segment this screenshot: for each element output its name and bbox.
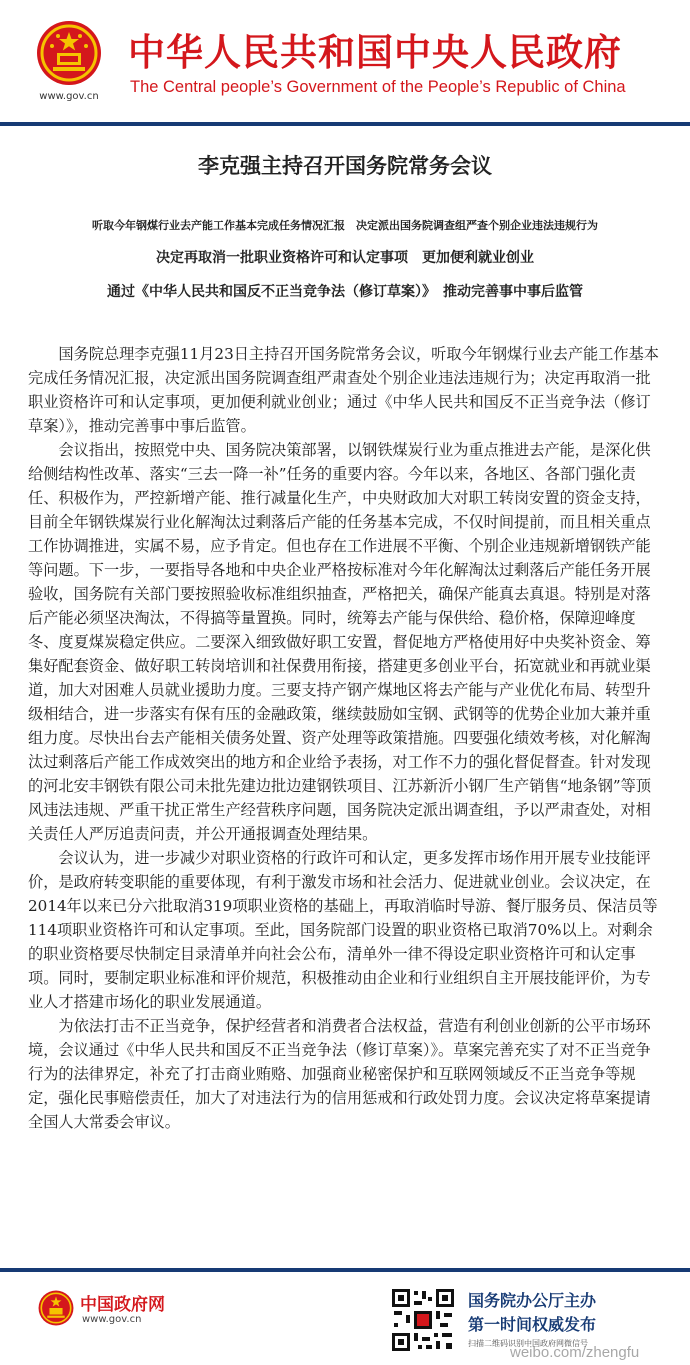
- article-subhead-1: 听取今年钢煤行业去产能工作基本完成任务情况汇报 决定派出国务院调查组严查个别企业违法违规行为: [92, 219, 598, 232]
- site-url: www.gov.cn: [39, 91, 99, 102]
- site-title-chinese: 中华人民共和国中央人民政府: [128, 31, 622, 74]
- article-subhead-2: 决定再取消一批职业资格许可和认定事项 更加便利就业创业: [156, 250, 534, 266]
- national-emblem-icon: [36, 20, 102, 86]
- footer-site-url[interactable]: www.gov.cn: [82, 1314, 142, 1325]
- footer-release-line: 第一时间权威发布: [468, 1315, 597, 1334]
- article-paragraph: 国务院总理李克强11月23日主持召开国务院常务会议，听取今年钢煤行业去产能工作基本完成任务情况汇报，决定派出国务院调查组严肃查处个别企业违法违规行为；决定再取消一批职业资格许可和认定事项，更加便利就业创业；通过《中华人民共和国反不正当竞争法（修订草案）》，推动完善事中事后监管。: [28, 345, 659, 435]
- article-headline: 李克强主持召开国务院常务会议: [198, 154, 492, 178]
- page-header: [0, 0, 690, 122]
- qr-code-icon[interactable]: [390, 1287, 456, 1353]
- article-subhead-3: 通过《中华人民共和国反不正当竞争法（修订草案）》 推动完善事中事后监管: [107, 284, 583, 300]
- article-body: [28, 342, 664, 1134]
- site-title-english: The Central people’s Government of the People’s Republic of China: [130, 78, 626, 96]
- national-emblem-icon: [38, 1290, 74, 1326]
- article-paragraph: 会议认为，进一步减少对职业资格的行政许可和认定，更多发挥市场作用开展专业技能评价，是政府转变职能的重要体现，有利于激发市场和社会活力、促进就业创业。会议决定，在2014年以来已分六批取消319项职业资格的基础上，再取消临时导游、餐厅服务员、保洁员等114项职业资格许可和认定事项。至此，国务院部门设置的职业资格已取消70%以上。对剩余的职业资格要尽快制定目录清单并向社会公布，清单外一律不得设定职业资格许可和认定事项。同时，要制定职业标准和评价规范，积极推动由企业和行业组织自主开展技能评价，为专业人才搭建市场化的职业发展通道。: [28, 849, 658, 1011]
- weibo-watermark: weibo.com/zhengfu: [510, 1344, 640, 1361]
- article-paragraph: 会议指出，按照党中央、国务院决策部署，以钢铁煤炭行业为重点推进去产能，是深化供给侧结构性改革、落实“三去一降一补”任务的重要内容。今年以来，各地区、各部门强化责任、积极作为，严控新增产能、推行减量化生产，中央财政加大对职工转岗安置的资金支持，目前全年钢铁煤炭行业化解淘汰过剩落后产能的任务基本完成，不仅时间提前，而且相关重点工作协调推进，实属不易，应予肯定。但也存在工作进展不平衡、个别企业违规新增钢铁产能等问题。下一步，一要指导各地和中央企业严格按标准对今年化解淘汰过剩落后产能任务开展验收，国务院有关部门要按照验收标准组织抽查，严格把关，确保产能真去真退。特别是对落后产能必须坚决淘汰，不得搞等量置换。同时，统筹去产能与保供给、稳价格，保障迎峰度冬、度夏煤炭稳定供应。二要深入细致做好职工安置，督促地方严格使用好中央奖补资金、筹集好配套资金、做好职工转岗培训和社保费用衔接，搭建更多创业平台，拓宽就业和再就业渠道，加大对困难人员就业援助力度。三要支持产钢产煤地区将去产能与产业优化布局、转型升级相结合，进一步落实有保有压的金融政策，继续鼓励如宝钢、武钢等的优势企业加大兼并重组力度。尽快出台去产能相关债务处置、资产处理等政策措施。四要强化绩效考核，对化解淘汰过剩落后产能工作成效突出的地方和企业给予表扬，对工作不力的强化督促督查。针对发现的河北安丰钢铁有限公司未批先建边批边建钢铁项目、江苏新沂小钢厂生产销售“地条钢”等顶风违法违规、严重干扰正常生产经营秩序问题，国务院决定派出调查组，予以严肃查处，对相关责任人严厉追责问责，并公开通报调查处理结果。: [28, 441, 652, 843]
- header-divider: [0, 122, 690, 126]
- footer-site-name: 中国政府网: [80, 1295, 165, 1315]
- footer-qr-caption: 扫描二维码识别中国政府网微信号: [468, 1339, 588, 1348]
- article-paragraph: 为依法打击不正当竞争，保护经营者和消费者合法权益，营造有利创业创新的公平市场环境，会议通过《中华人民共和国反不正当竞争法（修订草案）》。草案完善充实了对不正当竞争行为的法律界定，补充了打击商业贿赂、加强商业秘密保护和互联网领域反不正当竞争等规定，强化民事赔偿责任，加大了对违法行为的信用惩戒和行政处罚力度。会议决定将草案提请全国人大常委会审议。: [28, 1017, 651, 1131]
- footer-host-line: 国务院办公厅主办: [468, 1291, 597, 1310]
